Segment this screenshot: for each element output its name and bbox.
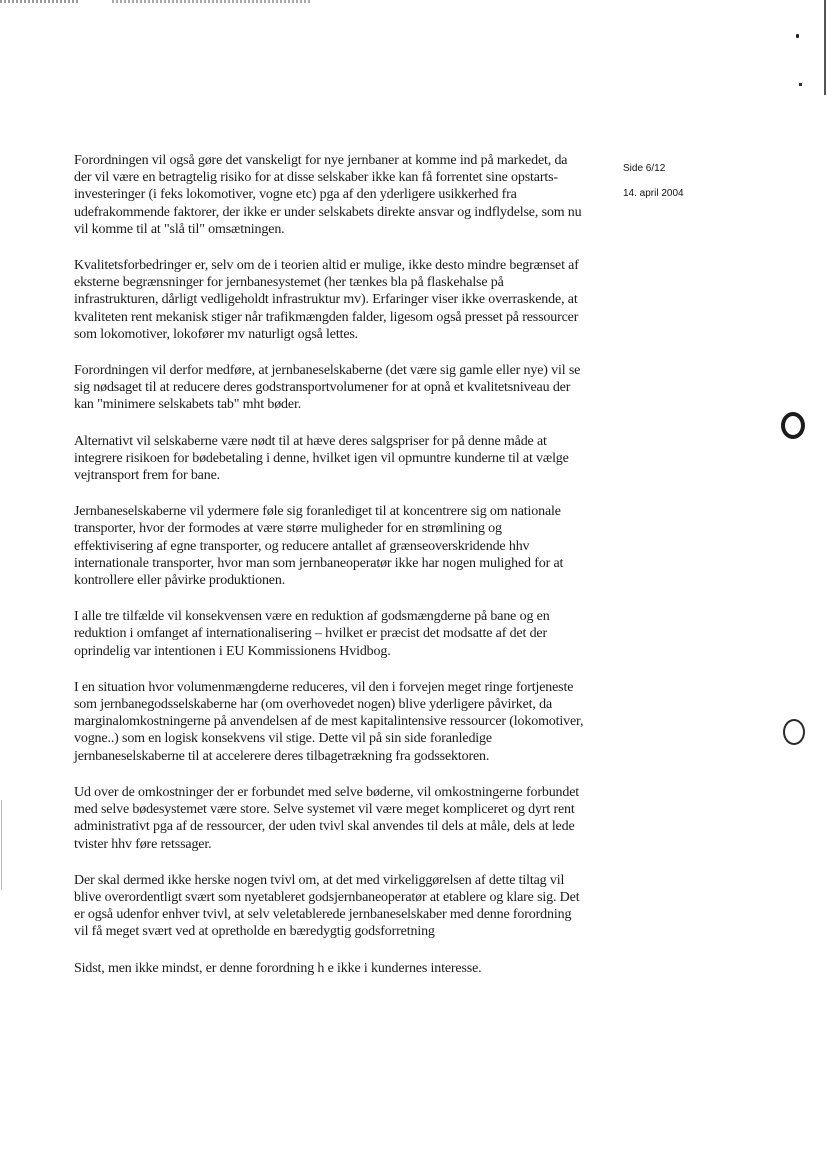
paragraph: Forordningen vil derfor medføre, at jernbaneselskaberne (det være sig gamle eller nye) vil se sig nødsaget til at reducere deres godstransportvolumener for at opnå et kvalitetsniveau der kan "minimere selskabets tab" mht bøder. [74, 363, 581, 413]
scan-artifact-left-edge [1, 800, 2, 890]
document-body [74, 152, 584, 996]
paragraph: I alle tre tilfælde vil konsekvensen være en reduktion af godsmængderne på bane og en reduktion i omfanget af internationalisering – hvilket er præcist det modsatte af det der oprindelig var intentionen i EU Kommissionens Hvidbog. [74, 609, 550, 659]
paragraph: Der skal dermed ikke herske nogen tvivl om, at det med virkeliggørelsen af dette tiltag vil blive overordentligt svært som nyetableret godsjernbaneoperatør at etablere og klare sig. Det er også udenfor enhver tvivl, at selv veletablerede jernbaneselskaber med denne forordning vil få meget svært ved at opretholde en bæredygtig godsforretning [74, 872, 580, 940]
paragraph: Kvalitetsforbedringer er, selv om de i teorien altid er mulige, ikke desto mindre begrænset af eksterne begrænsninger for jernbanesystemet (her tænkes bla på flaskehalse på infrastrukturen, dårligt vedligeholdt infrastruktur mv). Erfaringer viser ikke overraskende, at kvaliteten rent mekanisk stiger når trafikmængden falder, ligesom også presset på ressourcer som lokomotiver, lokofører mv naturligt også lettes. [74, 258, 579, 342]
paragraph: I en situation hvor volumenmængderne reduceres, vil den i forvejen meget ringe fortjeneste som jernbanegodsselskaberne har (om overhovedet nogen) blive yderligere påvirket, da marginalomkostningerne på anvendelsen af de mest kapitalintensive ressourcer (lokomotiver, vogne..) som en logisk konsekvens vil stige. Dette vil på sin side foranledige jernbaneselskaberne til at accelerere deres tilbagetrækning fra godssektoren. [74, 679, 584, 764]
scan-artifact-top [112, 0, 312, 3]
page-number: Side 6/12 [623, 163, 666, 174]
scan-artifact-top-left [0, 0, 80, 3]
paragraph: Sidst, men ikke mindst, er denne forordning h e ikke i kundernes interesse. [74, 960, 482, 976]
punch-hole [783, 719, 805, 745]
paragraph: Alternativt vil selskaberne være nødt til at hæve deres salgspriser for på denne måde at integrere risikoen for bødebetaling i denne, hvilket igen vil opmuntre kunderne til at vælge vejtransport frem for bane. [74, 433, 569, 484]
punch-hole [781, 412, 805, 439]
scan-speck [799, 83, 802, 86]
scan-artifact-right-edge [824, 0, 826, 95]
paragraph: Jernbaneselskaberne vil ydermere føle sig foranlediget til at koncentrere sig om nationale transporter, hvor der formodes at være større muligheder for en strømlining og effektivisering af egne transporter, og reducere antallet af grænseoverskridende hhv internationale transporter, hvor man som jernbaneoperatør ikke har nogen mulighed for at kontrollere eller påvirke produktionen. [74, 504, 564, 589]
paragraph: Ud over de omkostninger der er forbundet med selve bøderne, vil omkostningerne forbundet med selve bødesystemet være store. Selve systemet vil være meget kompliceret og dyrt rent administrativt pga af de ressourcer, der uden tvivl skal anvendes til dels at måle, dels at lede tvister hhv føre retssager. [74, 784, 580, 852]
page-meta [623, 156, 743, 206]
document-date: 14. april 2004 [623, 188, 684, 199]
paragraph: Forordningen vil også gøre det vanskeligt for nye jernbaner at komme ind på markedet, da der vil være en betragtelig risiko for at disse selskaber ikke kan få forrentet sine opstarts-investeringer (i feks lokomotiver, vogne etc) pga af den yderligere usikkerhed fra udefrakommende faktorer, der ikke er under selskabets direkte ansvar og indflydelse, som nu vil komme til at "slå til" omsætningen. [74, 153, 582, 237]
scan-speck [796, 34, 799, 38]
